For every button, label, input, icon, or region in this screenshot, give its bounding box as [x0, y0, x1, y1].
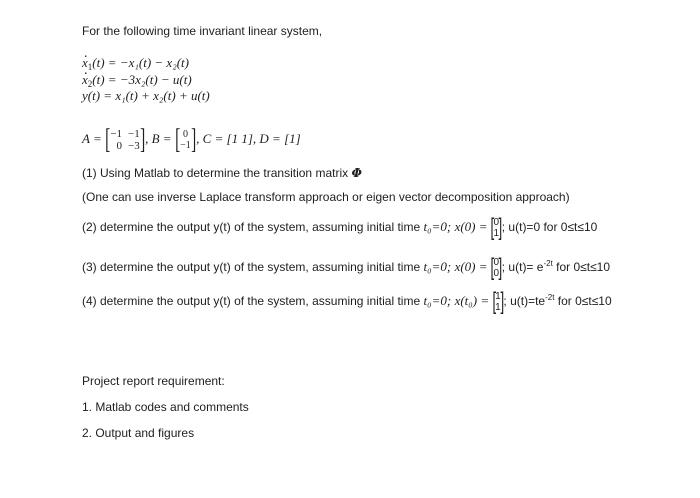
equation-x2dot: . $x_2(t) = -3x_2(t) - u(t)$: [82, 72, 192, 89]
question-2: (2) determine the output y(t) of the system, assuming initial time t₀=0; x(0) = [ 0 1 ] ; u(t)=0 for 0≤t≤10: [82, 214, 598, 241]
matrix-cd-label: , C = [1 1], D = [1]: [196, 130, 301, 146]
phi-symbol: Φ: [351, 166, 362, 180]
system-matrices: [82, 126, 301, 154]
matrix-a-label: A =: [82, 130, 102, 146]
intro-text: For the following time invariant linear system,: [82, 24, 323, 38]
equation-output: y(t) = x₁(t) + x₂(t) + u(t): [82, 88, 210, 103]
equation-x1dot: . $x_1(t) = -x_1(t) - x_2(t)$: [82, 55, 189, 72]
question-3: (3) determine the output y(t) of the system, assuming initial time t₀=0; x(0) = [ 0 0 ] ; $u(t)= e^{-2t}$ for 0≤t≤10: [82, 254, 610, 281]
matrix-a: [ −1 −1 0 −3 ]: [105, 124, 145, 155]
question-1: (1) Using Matlab to determine the transition matrix Φ: [82, 166, 362, 180]
report-item-2: 2. Output and figures: [82, 426, 195, 440]
report-heading: Project report requirement:: [82, 374, 225, 388]
question-4: (4) determine the output y(t) of the system, assuming initial time t₀=0; x(t₀) = [ 1 1 ] ; $u(t)=te^{-2t}$ for 0≤t≤10: [82, 288, 612, 315]
report-item-1: 1. Matlab codes and comments: [82, 400, 249, 414]
approach-note: (One can use inverse Laplace transform approach or eigen vector decomposition approach): [82, 190, 570, 204]
matrix-b-label: , B =: [145, 130, 172, 146]
matrix-b: [ 0 −1 ]: [174, 124, 196, 155]
